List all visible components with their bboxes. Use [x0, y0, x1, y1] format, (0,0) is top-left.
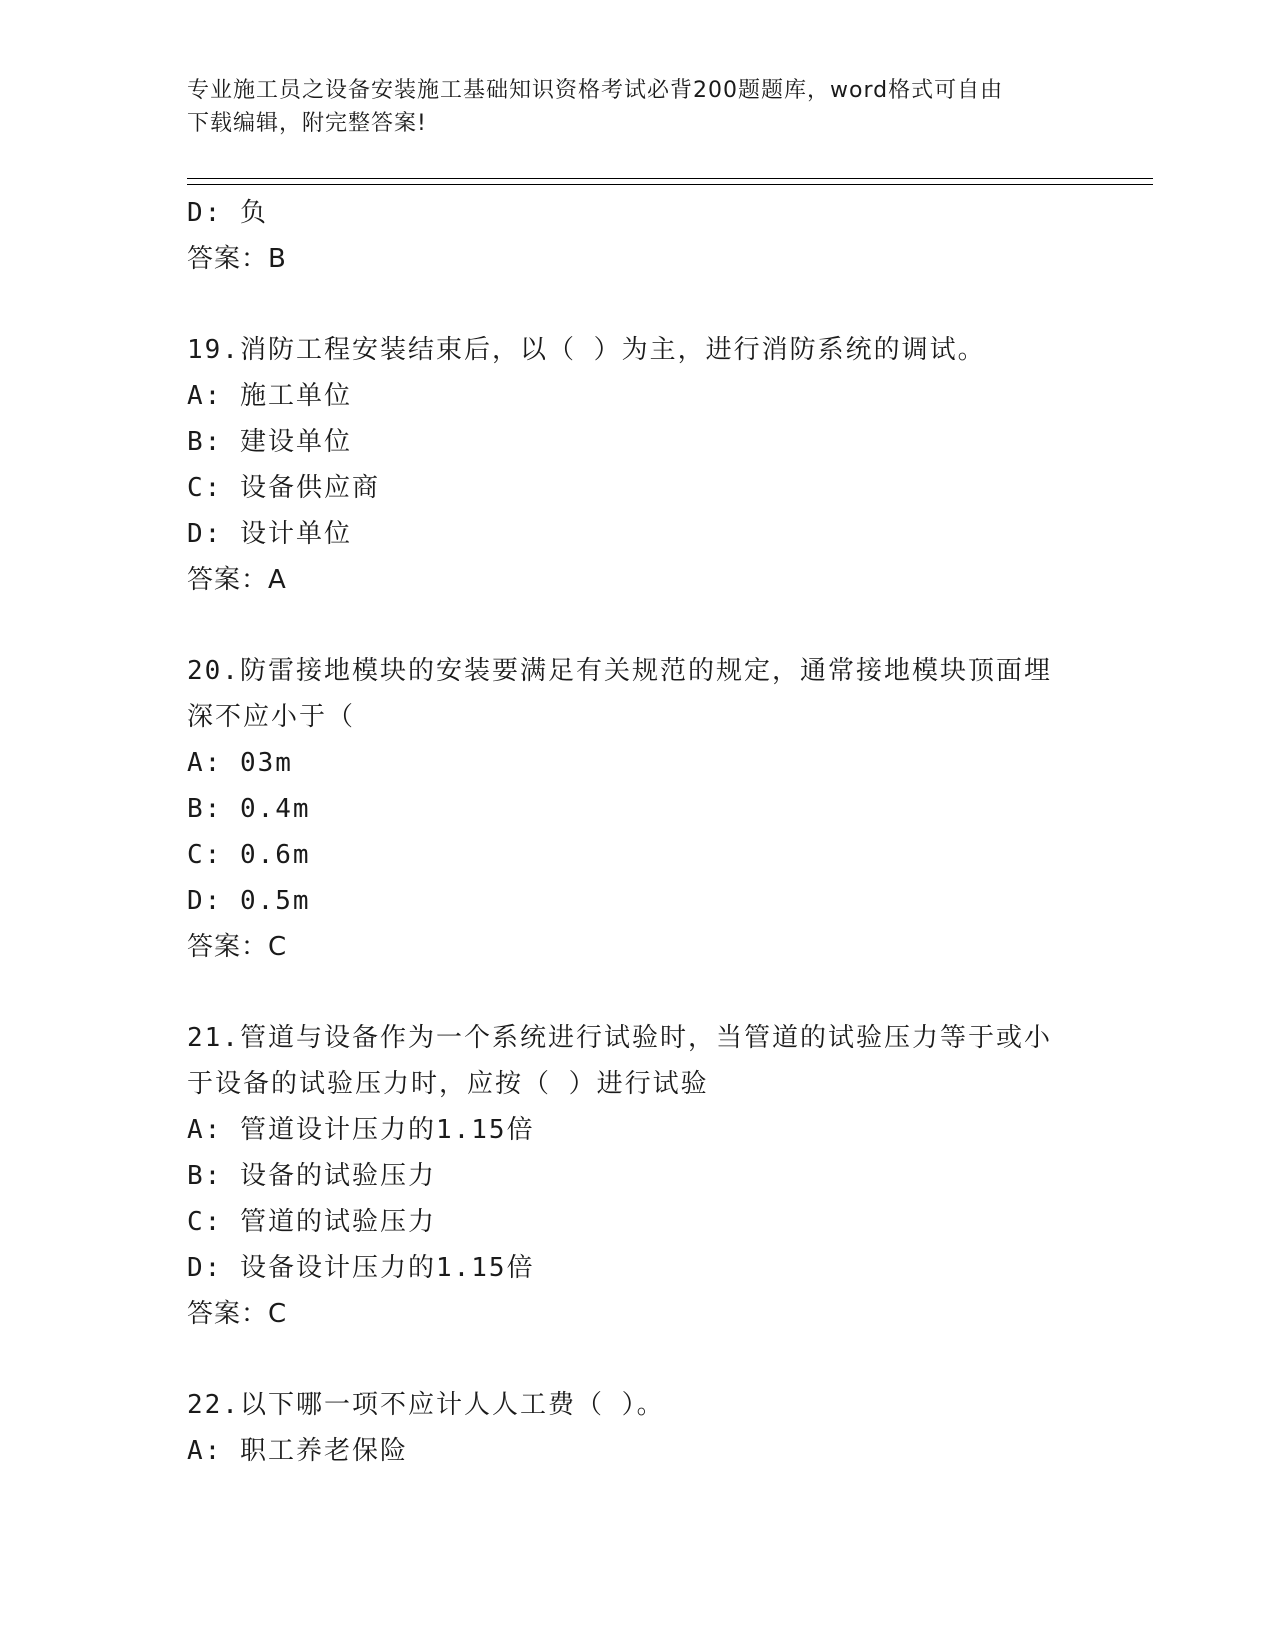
option-a: A: 职工养老保险	[187, 1436, 408, 1466]
question-text: 19.消防工程安装结束后，以（ ）为主，进行消防系统的调试。	[187, 335, 986, 365]
question-text-line-2: 于设备的试验压力时，应按（ ）进行试验	[187, 1069, 709, 1099]
option-a: A: 03m	[187, 748, 293, 778]
option-a: A: 施工单位	[187, 381, 352, 411]
option-c: C: 0.6m	[187, 840, 311, 870]
answer: 答案：A	[187, 565, 287, 595]
answer: 答案：C	[187, 932, 288, 962]
option-b: B: 建设单位	[187, 427, 352, 457]
answer: 答案：B	[187, 244, 287, 274]
header-divider-top	[187, 178, 1153, 179]
option-b: B: 设备的试验压力	[187, 1161, 436, 1191]
header-line-1: 专业施工员之设备安装施工基础知识资格考试必背200题题库，word格式可自由	[187, 78, 1004, 103]
question-text-line-1: 20.防雷接地模块的安装要满足有关规范的规定，通常接地模块顶面埋	[187, 656, 1052, 686]
question-22	[187, 1382, 1087, 1474]
document-header	[187, 74, 1087, 140]
question-text-line-2: 深不应小于（	[187, 702, 356, 732]
option-d: D: 设备设计压力的1.15倍	[187, 1253, 535, 1283]
header-line-2: 下载编辑，附完整答案!	[187, 111, 427, 136]
option-c: C: 设备供应商	[187, 473, 380, 503]
option-d: D: 负	[187, 198, 268, 228]
option-d: D: 0.5m	[187, 886, 311, 916]
answer: 答案：C	[187, 1299, 288, 1329]
header-divider-bottom	[187, 184, 1153, 185]
option-d: D: 设计单位	[187, 519, 352, 549]
question-20	[187, 648, 1087, 970]
document-body	[187, 190, 1087, 1474]
option-c: C: 管道的试验压力	[187, 1207, 436, 1237]
question-text: 22.以下哪一项不应计人人工费（ ）。	[187, 1390, 665, 1420]
option-a: A: 管道设计压力的1.15倍	[187, 1115, 535, 1145]
option-b: B: 0.4m	[187, 794, 311, 824]
question-21	[187, 1015, 1087, 1337]
question-19	[187, 327, 1087, 603]
question-text-line-1: 21.管道与设备作为一个系统进行试验时，当管道的试验压力等于或小	[187, 1023, 1052, 1053]
